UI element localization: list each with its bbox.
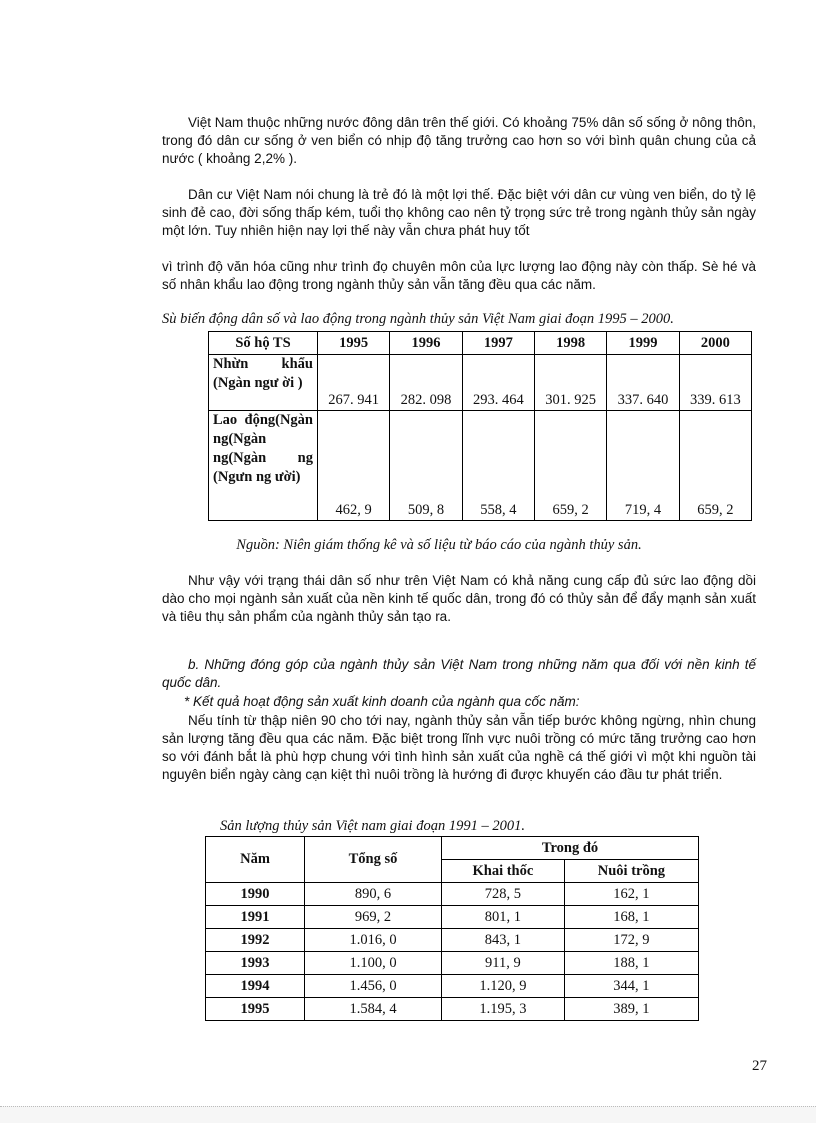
t2-year: 1994 bbox=[206, 975, 305, 998]
t1-cell: 509, 8 bbox=[390, 411, 462, 521]
t1-cell: 659, 2 bbox=[679, 411, 751, 521]
table-row bbox=[206, 906, 699, 929]
t1-cell: 301. 925 bbox=[534, 355, 606, 411]
t2-total: 1.456, 0 bbox=[305, 975, 442, 998]
t1-row-label: Lao động(Ngàn ng(Ngàn ng(Ngàn ng (Ngưn ng ười) bbox=[209, 411, 318, 521]
t1-cell: 462, 9 bbox=[318, 411, 390, 521]
t1-header: 1998 bbox=[534, 332, 606, 355]
t2-farm: 344, 1 bbox=[564, 975, 698, 998]
table-row bbox=[206, 883, 699, 906]
t2-header-year: Năm bbox=[206, 837, 305, 883]
t2-catch: 728, 5 bbox=[442, 883, 565, 906]
t1-cell: 267. 941 bbox=[318, 355, 390, 411]
t1-cell: 337. 640 bbox=[607, 355, 679, 411]
t2-farm: 172, 9 bbox=[564, 929, 698, 952]
t2-header-total: Tổng số bbox=[305, 837, 442, 883]
t1-cell: 339. 613 bbox=[679, 355, 751, 411]
t2-catch: 1.195, 3 bbox=[442, 998, 565, 1021]
t2-farm: 168, 1 bbox=[564, 906, 698, 929]
table-row bbox=[206, 975, 699, 998]
t1-cell: 719, 4 bbox=[607, 411, 679, 521]
t2-farm: 389, 1 bbox=[564, 998, 698, 1021]
t1-row-label: Nhừn khẩu (Ngàn ngư ời ) bbox=[209, 355, 318, 411]
t1-header: Số hộ TS bbox=[209, 332, 318, 355]
table1-caption: Sù biến động dân số và lao động trong ngành thủy sản Việt Nam giai đoạn 1995 – 2000. bbox=[162, 311, 674, 327]
t2-header-catch: Khai thốc bbox=[442, 860, 565, 883]
t2-year: 1990 bbox=[206, 883, 305, 906]
t1-header: 1995 bbox=[318, 332, 390, 355]
page-footer-band bbox=[0, 1106, 816, 1123]
t2-year: 1992 bbox=[206, 929, 305, 952]
t2-year: 1991 bbox=[206, 906, 305, 929]
t1-cell: 558, 4 bbox=[462, 411, 534, 521]
t1-header: 2000 bbox=[679, 332, 751, 355]
t2-total: 969, 2 bbox=[305, 906, 442, 929]
table-row bbox=[206, 998, 699, 1021]
t2-total: 1.016, 0 bbox=[305, 929, 442, 952]
paragraph-education-level: vì trình độ văn hóa cũng như trình đọ chuyên môn của lực lượng lao động này còn thấp. Sè hé và số nhân khẩu lao động trong ngành thủy sản vẫn tăng đều qua các năm. bbox=[162, 259, 756, 292]
paragraph-young-workforce: Dân cư Việt Nam nói chung là trẻ đó là một lợi thế. Đặc biệt với dân cư vùng ven biển, do tỷ lệ sinh đẻ cao, đời sống thấp kém, tuổi thọ không cao nên tỷ trọng sức trẻ trong ngành thủy sản ngày một lớn. Tuy nhiên hiện nay lợi thế này vẫn chưa phát huy tốt bbox=[162, 187, 756, 238]
population-labour-table bbox=[208, 331, 752, 521]
table-row bbox=[206, 929, 699, 952]
t2-catch: 911, 9 bbox=[442, 952, 565, 975]
t1-header: 1996 bbox=[390, 332, 462, 355]
t2-year: 1993 bbox=[206, 952, 305, 975]
t2-farm: 188, 1 bbox=[564, 952, 698, 975]
paragraph-population: Việt Nam thuộc những nước đông dân trên thế giới. Có khoảng 75% dân số sống ở nông thôn, trong đó dân cư sống ở ven biển có nhịp độ tăng trưởng cao hơn so với bình quân chung của cả nước ( khoảng 2,2% ). bbox=[162, 115, 756, 166]
table2-caption: Sản lượng thủy sản Việt nam giai đoạn 1991 – 2001. bbox=[220, 818, 525, 834]
t2-total: 890, 6 bbox=[305, 883, 442, 906]
t1-cell: 282. 098 bbox=[390, 355, 462, 411]
t1-cell: 659, 2 bbox=[534, 411, 606, 521]
t2-catch: 1.120, 9 bbox=[442, 975, 565, 998]
fishery-output-table bbox=[205, 836, 699, 1021]
t2-total: 1.584, 4 bbox=[305, 998, 442, 1021]
t2-year: 1995 bbox=[206, 998, 305, 1021]
table1-source: Nguồn: Niên giám thống kê và số liệu từ báo cáo của ngành thủy sản. bbox=[236, 537, 642, 553]
t2-farm: 162, 1 bbox=[564, 883, 698, 906]
t2-header-group: Trong đó bbox=[442, 837, 699, 860]
t2-header-farm: Nuôi trồng bbox=[564, 860, 698, 883]
t2-catch: 843, 1 bbox=[442, 929, 565, 952]
paragraph-output-growth: Nếu tính từ thập niên 90 cho tới nay, ngành thủy sản vẫn tiếp bước không ngừng, nhìn chung sản lượng tăng đều qua các năm. Đặc biệt trong lĩnh vực nuôi trồng có mức tăng trưởng cao hơn so với đánh bắt là phù hợp chung với tình hình sản xuất của nghề cá thế giới vì một khi nguồn tài nguyên biển ngày càng cạn kiệt thì nuôi trồng là hướng đi được khuyến cáo đầu tư phát triển. bbox=[162, 713, 756, 782]
t1-header: 1999 bbox=[607, 332, 679, 355]
table-row bbox=[206, 952, 699, 975]
section-heading-b: b. Những đóng góp của ngành thủy sản Việt Nam trong những năm qua đối với nền kinh tế quốc dân. bbox=[162, 657, 756, 690]
subheading-results: * Kết quả hoạt động sản xuất kinh doanh của ngành qua cốc năm: bbox=[184, 694, 580, 709]
paragraph-labour-supply: Như vậy với trạng thái dân số như trên Việt Nam có khả năng cung cấp đủ sức lao động dồi dào cho mọi ngành sản xuất của nền kinh tế quốc dân, trong đó có thủy sản để đẩy mạnh sản xuất và tiêu thụ sản phẩm của ngành thủy sản tạo ra. bbox=[162, 573, 756, 624]
t2-catch: 801, 1 bbox=[442, 906, 565, 929]
page-number: 27 bbox=[752, 1058, 767, 1074]
t1-cell: 293. 464 bbox=[462, 355, 534, 411]
t2-total: 1.100, 0 bbox=[305, 952, 442, 975]
t1-header: 1997 bbox=[462, 332, 534, 355]
